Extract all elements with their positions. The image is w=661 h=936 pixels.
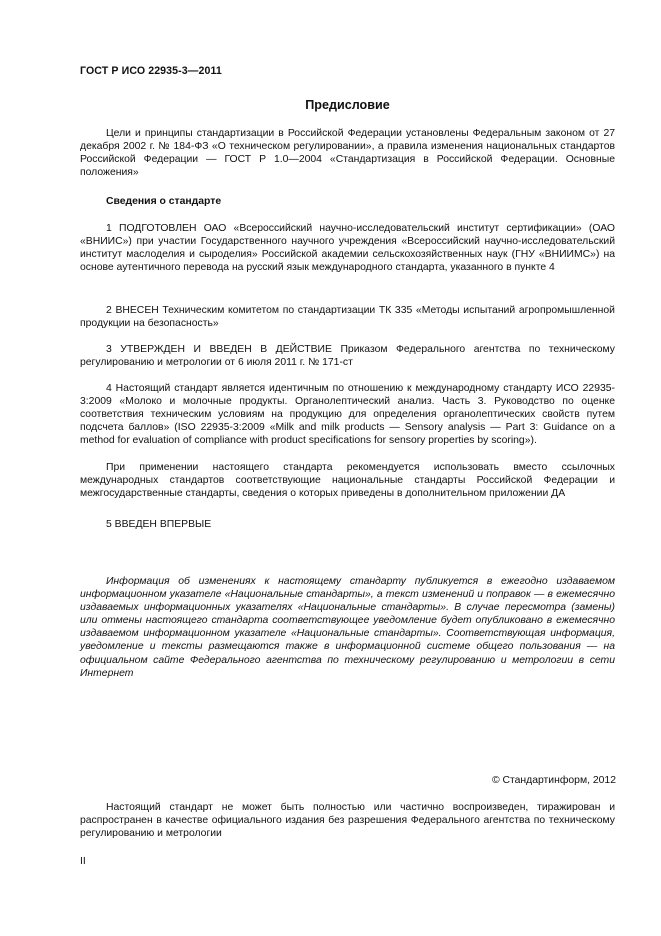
item-5-paragraph: 5 ВВЕДЕН ВПЕРВЫЕ bbox=[106, 519, 212, 530]
subheading: Сведения о стандарте bbox=[106, 196, 222, 207]
item-2-paragraph: 2 ВНЕСЕН Техническим комитетом по стандартизации ТК 335 «Методы испытаний агропромышленной продукции на безопасность» bbox=[80, 305, 615, 330]
restriction-paragraph: Настоящий стандарт не может быть полностью или частично воспроизведен, тиражирован и распространен в качестве официального издания без разрешения Федерального агентства по техническому регулированию и метрологии bbox=[80, 802, 615, 840]
notice-paragraph: Информация об изменениях к настоящему стандарту публикуется в ежегодно издаваемом информационном указателе «Национальные стандарты», а текст изменений и поправок — в ежемесячно издаваемых информационных указателях «Национальные стандарты». В случае пересмотра (замены) или отмены настоящего стандарта соответствующее уведомление будет опубликовано в ежемесячно издаваемом информационном указателе «Национальные стандарты». Соответствующая информация, уведомление и тексты размещаются также в информационной системе общего пользования — на официальном сайте Федерального агентства по техническому регулированию и метрологии в сети Интернет bbox=[80, 576, 615, 679]
section-title: Предисловие bbox=[305, 98, 390, 112]
page-number: II bbox=[80, 856, 86, 867]
item-1-paragraph: 1 ПОДГОТОВЛЕН ОАО «Всероссийский научно-исследовательский институт сертификации» (ОАО «ВНИИС») при участии Государственного научного учреждения «Всероссийский научно-исследовательский институт маслоделия и сыроделия» Российской академии сельскохозяйственных наук (ГНУ «ВНИИМС») на основе аутентичного перевода на русский язык международного стандарта, указанного в пункте 4 bbox=[80, 223, 615, 274]
item-3-paragraph: 3 УТВЕРЖДЕН И ВВЕДЕН В ДЕЙСТВИЕ Приказом Федерального агентства по техническому регулированию и метрологии от 6 июля 2011 г. № 171-ст bbox=[80, 344, 615, 369]
document-header: ГОСТ Р ИСО 22935-3—2011 bbox=[80, 65, 222, 77]
item-4-paragraph: 4 Настоящий стандарт является идентичным по отношению к международному стандарту ИСО 22935-3:2009 «Молоко и молочные продукты. Органолептический анализ. Часть 3. Руководство по оценке соответствия техническим условиям на продукцию для определения органолептических свойств путем подсчета баллов» (ISO 22935-3:2009 «Milk and milk products — Sensory analysis — Part 3: Guidance on a method for evaluation of compliance with product specifications for sensory properties by scoring»). bbox=[80, 383, 615, 447]
item-4-note-paragraph: При применении настоящего стандарта рекомендуется использовать вместо ссылочных международных стандартов соответствующие национальные стандарты Российской Федерации и межгосударственные стандарты, сведения о которых приведены в дополнительном приложении ДА bbox=[80, 462, 615, 500]
copyright-line: © Стандартинформ, 2012 bbox=[491, 775, 616, 786]
intro-paragraph: Цели и принципы стандартизации в Российской Федерации установлены Федеральным законом от 27 декабря 2002 г. № 184-ФЗ «О техническом регулировании», а правила изменения национальных стандартов Российской Федерации — ГОСТ Р 1.0—2004 «Стандартизация в Российской Федерации. Основные положения» bbox=[80, 128, 615, 179]
